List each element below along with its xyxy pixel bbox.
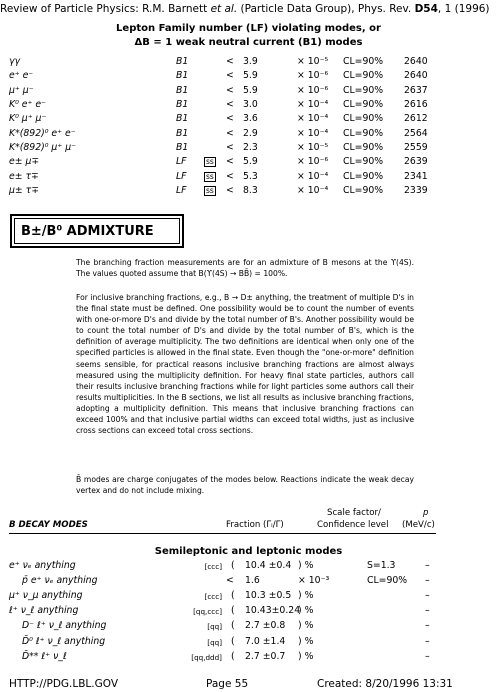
lf-mode: e± τ∓ [9, 170, 39, 182]
decay-fraction: 2.7 ±0.8 [245, 620, 286, 632]
decay-open-paren: ( [231, 590, 235, 602]
header-volume: D54 [414, 3, 438, 15]
lf-momentum: 2616 [404, 99, 428, 111]
footer-created: Created: 8/20/1996 13:31 [317, 678, 453, 690]
lf-limit-sign: < [226, 127, 234, 139]
decay-mode: μ⁺ ν_μ anything [9, 590, 83, 602]
decay-mode-row [0, 651, 497, 663]
lf-class: B1 [176, 56, 189, 67]
lf-confidence: CL=90% [343, 70, 384, 82]
decay-momentum: – [425, 620, 430, 632]
decay-momentum: – [425, 650, 430, 662]
lf-limit-sign: < [226, 70, 234, 82]
decay-mode: p̄ e⁺ νₑ anything [22, 575, 98, 587]
decay-mode-row [0, 575, 497, 587]
decay-unit: ) % [298, 560, 314, 571]
lf-value: 3.9 [243, 56, 258, 67]
header-journal: (Particle Data Group), Phys. Rev. [237, 3, 415, 15]
decay-momentum: – [425, 560, 430, 571]
lf-table-row [0, 156, 497, 168]
admixture-title: B±/B⁰ ADMIXTURE [14, 218, 180, 244]
page-header [0, 3, 490, 15]
lf-exponent: × 10⁻⁵ [297, 56, 329, 67]
decay-open-paren: ( [231, 650, 235, 662]
header-text: Review of Particle Physics: R.M. Barnett [0, 3, 211, 15]
table-divider [9, 533, 436, 534]
decay-fraction: 7.0 ±1.4 [245, 635, 286, 647]
lf-table-row [0, 56, 497, 68]
lf-momentum: 2639 [404, 156, 428, 168]
admixture-box [10, 214, 184, 248]
lf-momentum: 2640 [404, 56, 428, 67]
lf-limit-sign: < [226, 99, 234, 111]
lf-exponent: × 10⁻⁶ [297, 70, 329, 82]
decay-momentum: – [425, 590, 430, 602]
lf-ref: ss [206, 186, 214, 196]
lf-table-row [0, 185, 497, 197]
lf-table-row [0, 171, 497, 183]
decay-unit: × 10⁻³ [298, 575, 330, 587]
decay-mode: ℓ⁺ ν_ℓ anything [9, 605, 79, 617]
lf-ref: ss [206, 171, 214, 181]
lf-mode: K*(892)⁰ e⁺ e⁻ [9, 127, 76, 139]
lf-exponent: × 10⁻⁴ [297, 99, 329, 111]
lf-class: LF [176, 170, 187, 182]
lf-exponent: × 10⁻⁴ [297, 185, 329, 197]
lf-table-row [0, 70, 497, 82]
lf-mode: μ± τ∓ [9, 185, 40, 197]
lf-exponent: × 10⁻⁴ [297, 113, 329, 125]
col-scale-header-1: Scale factor/ [327, 508, 381, 518]
lf-value: 5.9 [243, 70, 258, 82]
header-etal: et al. [210, 3, 238, 15]
decay-fraction: 2.7 ±0.7 [245, 650, 286, 662]
lf-value: 8.3 [243, 185, 258, 197]
decay-mode-row [0, 620, 497, 632]
decay-open-paren: ( [231, 605, 235, 617]
lf-mode: μ⁺ μ⁻ [9, 84, 34, 96]
lf-class: LF [176, 156, 187, 168]
lf-exponent: × 10⁻⁴ [297, 170, 329, 182]
admixture-paragraph-3: B̄ modes are charge conjugates of the modes below. Reactions indicate the weak decay vertex and do not include mixing. [76, 475, 414, 496]
lf-value: 3.0 [243, 99, 258, 111]
lf-momentum: 2612 [404, 113, 428, 125]
lf-class: B1 [176, 113, 189, 125]
lf-table-row [0, 113, 497, 125]
lf-limit-sign: < [226, 156, 234, 168]
header-end: , 1 (1996) [437, 3, 490, 15]
lf-mode: γγ [9, 56, 21, 67]
footer-url: HTTP://PDG.LBL.GOV [9, 678, 119, 690]
lf-table-row [0, 85, 497, 97]
lf-exponent: × 10⁻⁶ [297, 156, 329, 168]
lf-mode: K⁰ e⁺ e⁻ [9, 99, 46, 111]
decay-unit: ) % [298, 605, 314, 617]
lf-confidence: CL=90% [343, 170, 384, 182]
lf-confidence: CL=90% [343, 113, 384, 125]
lf-table-row [0, 99, 497, 111]
lf-mode: K⁰ μ⁺ μ⁻ [9, 113, 47, 125]
lf-class: LF [176, 185, 187, 197]
decay-mode: D̄** ℓ⁺ ν_ℓ [22, 650, 67, 662]
col-p-header-2: (MeV/c) [402, 520, 435, 530]
lf-mode: K*(892)⁰ μ⁺ μ⁻ [9, 142, 77, 154]
decay-scale: CL=90% [367, 575, 408, 587]
lf-table-row [0, 128, 497, 140]
lf-confidence: CL=90% [343, 99, 384, 111]
lf-value: 5.9 [243, 156, 258, 168]
decay-mode: D̄⁰ ℓ⁺ ν_ℓ anything [22, 635, 106, 647]
lf-class: B1 [176, 99, 189, 111]
decay-fraction: 1.6 [245, 575, 260, 587]
decay-scale: S=1.3 [367, 560, 396, 571]
lf-class: B1 [176, 84, 189, 96]
decay-mode: D⁻ ℓ⁺ ν_ℓ anything [22, 620, 107, 632]
lf-confidence: CL=90% [343, 84, 384, 96]
semileptonic-section-title: Semileptonic and leptonic modes [154, 546, 343, 557]
lf-exponent: × 10⁻⁴ [297, 127, 329, 139]
lf-confidence: CL=90% [343, 142, 384, 154]
lf-title-line1: Lepton Family number (LF) violating modes, or [116, 23, 381, 34]
lf-confidence: CL=90% [343, 156, 384, 168]
decay-fraction: 10.43±0.24 [245, 605, 301, 617]
lf-value: 5.9 [243, 84, 258, 96]
decay-mode-row [0, 636, 497, 648]
lf-momentum: 2640 [404, 70, 428, 82]
lf-limit-sign: < [226, 113, 234, 125]
lf-momentum: 2637 [404, 84, 428, 96]
lf-value: 2.3 [243, 142, 258, 154]
col-modes-header: B DECAY MODES [9, 520, 88, 530]
col-fraction-header: Fraction (Γᵢ/Γ) [226, 520, 284, 530]
decay-unit: ) % [298, 620, 314, 632]
lf-limit-sign: < [226, 142, 234, 154]
lf-limit-sign: < [226, 170, 234, 182]
lf-momentum: 2341 [404, 170, 428, 182]
admixture-paragraph-2: For inclusive branching fractions, e.g., B → D± anything, the treatment of multiple D's in the final state must be defined. One possibility would be to count the number of events with one-or-more D's and divide by the total number of B's. Another possibility would be to count the total number of D's and divide by the total number of B's, which is the definition of average multiplicity. The two definitions are identical when only one of the specified particles is allowed in the final state. Even though the "one-or-more" definition seems sensible, for practical reasons inclusive branching fractions are almost always measured using the multiplicity definition. For heavy final state particles, authors call their results inclusive branching fractions while for light particles some authors call their results multiplicities. In the B sections, we list all results as inclusive branching fractions, adopting a multiplicity definition. This means that inclusive branching fractions can exceed 100% and that inclusive partial widths can exceed total widths, just as inclusive cross sections can exceed total cross sections. [76, 293, 415, 436]
decay-fraction: 10.3 ±0.5 [245, 590, 292, 602]
lf-momentum: 2339 [404, 185, 428, 197]
decay-ref: [ccc] [204, 592, 222, 602]
decay-open-paren: ( [231, 635, 235, 647]
decay-unit: ) % [298, 635, 314, 647]
decay-momentum: – [425, 635, 430, 647]
lf-exponent: × 10⁻⁶ [297, 84, 329, 96]
lf-momentum: 2559 [404, 142, 428, 154]
lf-mode: e⁺ e⁻ [9, 70, 34, 82]
lf-ref: ss [206, 157, 214, 167]
decay-limit-sign: < [226, 575, 234, 587]
decay-ref: [qq,ccc] [193, 607, 222, 617]
decay-mode-row [0, 605, 497, 617]
decay-unit: ) % [298, 650, 314, 662]
decay-open-paren: ( [231, 620, 235, 632]
decay-ref: [ccc] [204, 562, 222, 571]
decay-ref: [qq,ddd] [191, 652, 222, 662]
lf-momentum: 2564 [404, 127, 428, 139]
admixture-paragraph-1: The branching fraction measurements are for an admixture of B mesons at the ϒ(4S). The values quoted assume that B(ϒ(4S) → BB̄) = 100%. [76, 258, 414, 279]
decay-ref: [qq] [207, 637, 222, 647]
decay-ref: [qq] [207, 622, 222, 632]
decay-open-paren: ( [231, 560, 235, 571]
lf-mode: e± μ∓ [9, 156, 40, 168]
col-scale-header-2: Confidence level [317, 520, 389, 530]
lf-confidence: CL=90% [343, 127, 384, 139]
decay-fraction: 10.4 ±0.4 [245, 560, 292, 571]
lf-title-line2: ΔB = 1 weak neutral current (B1) modes [134, 37, 363, 48]
lf-confidence: CL=90% [343, 56, 384, 67]
lf-confidence: CL=90% [343, 185, 384, 197]
decay-momentum: – [425, 605, 430, 617]
decay-mode-row [0, 590, 497, 602]
col-p-header-1: p [423, 508, 429, 518]
lf-limit-sign: < [226, 185, 234, 197]
lf-value: 3.6 [243, 113, 258, 125]
lf-limit-sign: < [226, 56, 234, 67]
lf-exponent: × 10⁻⁵ [297, 142, 329, 154]
decay-unit: ) % [298, 590, 314, 602]
lf-class: B1 [176, 127, 189, 139]
lf-value: 2.9 [243, 127, 258, 139]
decay-mode-row [0, 560, 497, 572]
decay-momentum: – [425, 575, 430, 587]
lf-value: 5.3 [243, 170, 258, 182]
footer-page: Page 55 [206, 678, 249, 690]
lf-limit-sign: < [226, 84, 234, 96]
decay-mode: e⁺ νₑ anything [9, 560, 76, 571]
lf-class: B1 [176, 142, 189, 154]
lf-table-row [0, 142, 497, 154]
lf-class: B1 [176, 70, 189, 82]
